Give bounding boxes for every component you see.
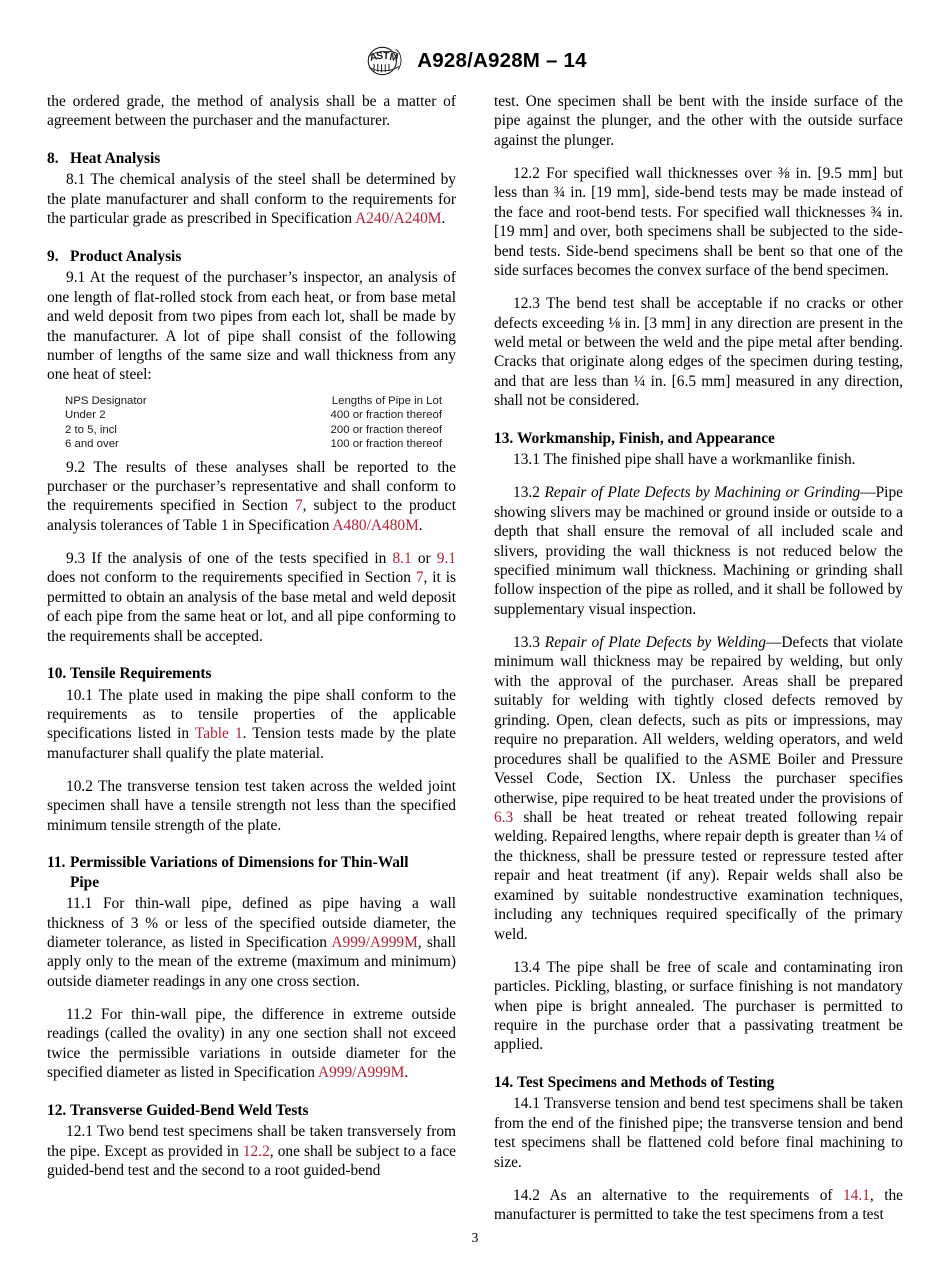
paragraph-13-3-number: 13.3 — [513, 633, 545, 651]
heading-section-10 — [47, 664, 456, 683]
paragraph-13-2-number: 13.2 — [513, 484, 545, 502]
section-8-number: 8. — [47, 149, 59, 167]
section-9-number: 9. — [47, 247, 59, 265]
link-section-7[interactable]: 7 — [415, 569, 424, 587]
paragraph-14-2-text: 14.2 As an alternative to the requirements of — [513, 1186, 843, 1204]
paragraph-9-2 — [47, 458, 456, 536]
paragraph-13-3 — [494, 633, 903, 944]
paragraph-11-1 — [47, 894, 456, 991]
table-cell-nps: 2 to 5, incl — [65, 423, 117, 436]
section-9-title: Product Analysis — [70, 247, 182, 265]
section-11-title-line-2: Pipe — [70, 873, 100, 891]
table-cell-nps: 6 and over — [65, 438, 119, 451]
section-10-title: Tensile Requirements — [70, 665, 212, 683]
paragraph-14-2-tail: , the manufacturer is permitted to take the test specimens from a test — [494, 1186, 903, 1224]
paragraph-9-3-tail: , it is permitted to obtain an analysis of the base metal and weld deposit of each pipe from the same heat or lot, and all pipe conforming to the requirements shall be accepted. — [47, 569, 456, 645]
paragraph-13-3-italic-title: Repair of Plate Defects by Welding — [544, 633, 766, 651]
link-14-1[interactable]: 14.1 — [842, 1186, 870, 1204]
link-a999-a999m[interactable]: A999/A999M — [331, 934, 418, 952]
paragraph-13-2-text: —Pipe showing slivers may be machined or ground inside or outside to a depth that shall ensure the removal of all included scale and slivers, providing the wall thickness is not reduced below the specified minimum wall thickness. Machining or grinding shall follow inspection of the pipe as rolled, and it shall be followed by supplementary visual inspection. — [494, 484, 903, 618]
paragraph-10-1-text: 10.1 The plate used in making the pipe shall conform to the requirements as to tensile properties of the applicable specifications listed in — [47, 686, 456, 743]
table-cell-lengths: 100 or fraction thereof — [330, 438, 442, 451]
paragraph-13-3-text: —Defects that violate minimum wall thickness may be repaired by welding, but only with the approval of the purchaser. Areas shall be prepared suitably for welding with tightly closed defects removed by grinding. Open, clean defects, such as pits or impressions, may require no preparation. All welders, welding operators, and weld procedures shall be qualified to the ASME Boiler and Pressure Vessel Code, Section IX. Unless the purchaser specifies otherwise, pipe required to be heat treated under the provisions of — [494, 633, 904, 807]
heading-section-11 — [47, 853, 456, 892]
svg-text:A: A — [368, 51, 379, 64]
section-13-number: 13. — [494, 429, 514, 447]
paragraph-9-3-text: 9.3 If the analysis of one of the tests specified in — [66, 549, 393, 567]
paragraph-8-1 — [47, 170, 456, 228]
paragraph-9-3-mid: does not conform to the requirements specified in Section — [47, 569, 416, 587]
table-header-lengths: Lengths of Pipe in Lot — [331, 394, 442, 407]
table-cell-lengths: 400 or fraction thereof — [330, 409, 442, 422]
left-column — [47, 92, 456, 1225]
table-header-nps: NPS Designator — [65, 394, 147, 407]
paragraph-8-1-text: 8.1 The chemical analysis of the steel shall be determined by the plate manufacturer and shall conform to the requirements for the particular grade as prescribed in Specification — [47, 171, 456, 228]
paragraph-9-2-text: 9.2 The results of these analyses shall be reported to the purchaser or the purchaser’s representative and shall conform to the requirements specified in Section — [47, 458, 456, 515]
link-9-1[interactable]: 9.1 — [436, 549, 456, 567]
table-cell-nps: Under 2 — [65, 409, 106, 422]
page-header — [0, 44, 950, 78]
table-header-row — [47, 394, 456, 408]
paragraph-11-1-tail: , shall apply only to the mean of the extreme (maximum and minimum) outside diameter readings in any one cross section. — [47, 934, 457, 990]
link-8-1[interactable]: 8.1 — [392, 549, 412, 567]
paragraph-13-4: 13.4 The pipe shall be free of scale and contaminating iron particles. Pickling, blasting, or surface finishing is not mandatory when pipe is bright annealed. The purchaser is permitted to require in the purchase order that a passivating treatment be applied. — [494, 958, 903, 1054]
document-title: A928/A928M – 14 — [417, 49, 587, 72]
paragraph-14-2 — [494, 1186, 903, 1225]
svg-text:T: T — [382, 50, 390, 63]
paragraph-10-1-tail: . Tension tests made by the plate manufacturer shall qualify the plate material. — [47, 725, 456, 762]
paragraph-14-1: 14.1 Transverse tension and bend test specimens shall be taken from the end of the finished pipe; the transverse tension and bend test specimens shall be flattened cold before final machining to size. — [494, 1095, 903, 1171]
heading-section-9 — [47, 247, 456, 266]
heading-section-13 — [494, 429, 903, 448]
paragraph-12-3: 12.3 The bend test shall be acceptable if no cracks or other defects exceeding ⅛ in. [3 mm] in any direction are present in the weld metal or between the weld and the pipe metal after bending. Cracks that originate along edges of the specimen during testing, and that are less than ¼ in. [6.5 mm] measured in any direction, shall not be considered. — [494, 295, 903, 410]
paragraph-9-2-tail: . — [418, 516, 423, 534]
heading-section-12 — [47, 1101, 456, 1120]
section-8-title: Heat Analysis — [70, 149, 161, 167]
table-row — [47, 437, 456, 451]
astm-logo — [363, 44, 405, 78]
section-12-title: Transverse Guided-Bend Weld Tests — [70, 1101, 309, 1119]
body-columns — [47, 92, 903, 1225]
paragraph-13-1: 13.1 The finished pipe shall have a workmanlike finish. — [513, 451, 856, 469]
paragraph-13-2-italic-title: Repair of Plate Defects by Machining or Grinding — [544, 484, 861, 502]
paragraph-11-2 — [47, 1005, 456, 1083]
right-column — [494, 92, 903, 1225]
paragraph-13-2 — [494, 483, 903, 619]
link-a999-a999m[interactable]: A999/A999M — [317, 1064, 405, 1082]
paragraph-9-3 — [47, 549, 456, 646]
link-6-3[interactable]: 6.3 — [494, 808, 514, 826]
table-row — [47, 408, 456, 422]
link-a240-a240m[interactable]: A240/A240M — [355, 210, 442, 228]
link-12-2[interactable]: 12.2 — [242, 1142, 270, 1160]
paragraph-8-1-tail: . — [441, 210, 446, 228]
paragraph-continued-right: test. One specimen shall be bent with the inside surface of the pipe against the plunger, and the other with the outside surface against the plunger. — [494, 93, 903, 149]
heading-section-8 — [47, 149, 456, 168]
paragraph-11-1-text: 11.1 For thin-wall pipe, defined as pipe having a wall thickness of 3 % or less of the specified outside diameter, the diameter tolerance, as listed in Specification — [47, 895, 456, 952]
paragraph-12-1-text: 12.1 Two bend test specimens shall be taken transversely from the pipe. Except as provided in — [47, 1123, 456, 1160]
paragraph-13-3-tail: shall be heat treated or reheat treated following repair welding. Repaired lengths, where repair depth is greater than ¼ of the thickness, shall be pressure tested or repressure tested after repair and heat treatment (if any). Repair welds shall also be examined by suitable nondestructive examination techniques, including any techniques required specifically of the primary weld. — [494, 808, 903, 943]
link-table-1[interactable]: Table 1 — [194, 725, 243, 743]
page-number: 3 — [471, 1230, 479, 1245]
svg-text:S: S — [376, 50, 384, 63]
paragraph-11-2-tail: . — [404, 1064, 409, 1082]
svg-text:M: M — [388, 51, 400, 65]
link-section-7[interactable]: 7 — [294, 497, 303, 515]
paragraph-10-1 — [47, 686, 456, 764]
paragraph-12-1-tail: , one shall be subject to a face guided-bend test and the second to a root guided-bend — [47, 1142, 456, 1180]
heading-section-14 — [494, 1073, 903, 1092]
paragraph-continued: the ordered grade, the method of analysis shall be a matter of agreement between the purchaser and the manufacturer. — [47, 93, 456, 130]
lot-size-table — [47, 394, 456, 452]
paragraph-9-3-or: or — [411, 549, 437, 567]
table-cell-lengths: 200 or fraction thereof — [330, 423, 442, 436]
link-a480-a480m[interactable]: A480/A480M — [332, 516, 419, 534]
section-14-title: Test Specimens and Methods of Testing — [517, 1073, 775, 1091]
section-14-number: 14. — [494, 1073, 514, 1091]
section-11-number: 11. — [47, 854, 66, 872]
section-10-number: 10. — [47, 665, 67, 683]
paragraph-10-2: 10.2 The transverse tension test taken across the welded joint specimen shall have a tensile strength not less than the specified minimum tensile strength of the plate. — [47, 777, 456, 834]
table-row — [47, 423, 456, 437]
section-13-title: Workmanship, Finish, and Appearance — [517, 429, 775, 447]
paragraph-11-2-text: 11.2 For thin-wall pipe, the difference in extreme outside readings (called the ovality) in any one section shall not exceed twice the permissible variations in outside diameter for the specified diameter as listed in Specification — [47, 1005, 456, 1082]
paragraph-12-2: 12.2 For specified wall thicknesses over ⅜ in. [9.5 mm] but less than ¾ in. [19 mm], side-bend tests may be made instead of the face and root-bend tests. For specified wall thicknesses ¾ in. [19 mm] and over, both specimens shall be subjected to the side-bend tests. Side-bend specimens shall be bent so that one of the side surfaces becomes the convex surface of the bend specimen. — [494, 164, 903, 280]
section-12-number: 12. — [47, 1101, 67, 1119]
paragraph-9-2-mid: , subject to the product analysis tolerances of Table 1 in Specification — [47, 497, 457, 534]
section-11-title-line-1: Permissible Variations of Dimensions for Thin-Wall — [70, 854, 409, 872]
paragraph-9-1: 9.1 At the request of the purchaser’s inspector, an analysis of one length of flat-rolled stock from each heat, or from base metal and weld deposit from two pipes from each lot, shall be made by the manufacturer. A lot of pipe shall consist of the following number of lengths of the same size and wall thickness from any one heat of steel: — [47, 269, 456, 384]
paragraph-12-1 — [47, 1122, 456, 1180]
